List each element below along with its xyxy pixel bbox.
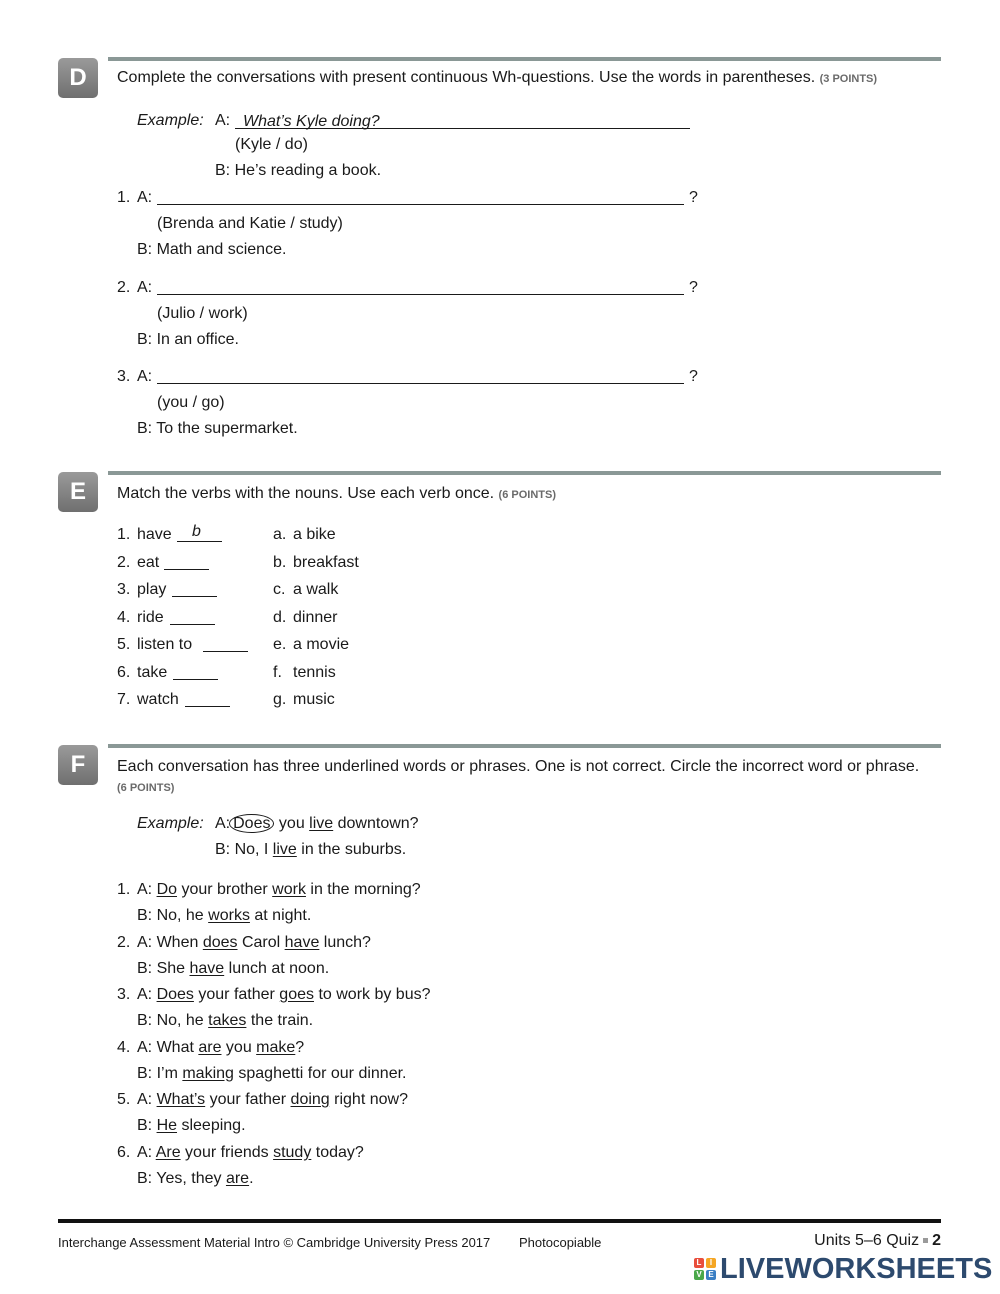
example-a-prefix: A: <box>215 112 231 129</box>
logo-letter: L <box>694 1258 704 1268</box>
verb-number: 7. <box>117 691 131 708</box>
match-blank[interactable] <box>203 651 248 652</box>
verb-text: have <box>137 526 172 543</box>
noun-letter: e. <box>273 636 287 653</box>
item-number: 3. <box>117 368 131 385</box>
points-label: (6 POINTS) <box>117 782 175 794</box>
verb-text: play <box>137 581 167 598</box>
underlined-word[interactable]: have <box>189 959 225 977</box>
text: A: <box>137 1091 157 1108</box>
verb-text: ride <box>137 608 164 626</box>
footer-rule <box>58 1219 941 1223</box>
logo-letter: V <box>694 1270 704 1280</box>
verb-number: 1. <box>117 526 131 543</box>
liveworksheets-logo <box>694 1254 992 1284</box>
text: . <box>249 1169 254 1187</box>
text: right now? <box>329 1091 408 1108</box>
a-prefix: A: <box>137 189 153 206</box>
match-blank[interactable] <box>173 679 218 680</box>
text: in the morning? <box>305 881 421 898</box>
text: the train. <box>246 1012 314 1029</box>
noun-text: a walk <box>293 581 339 598</box>
page-number: 2 <box>932 1232 941 1249</box>
a-line <box>137 1038 304 1058</box>
underlined-word[interactable]: doing <box>290 1091 330 1108</box>
a-line <box>137 1143 364 1163</box>
b-line: B: Math and science. <box>137 241 287 258</box>
text: in the suburbs. <box>296 841 407 858</box>
verb-text: eat <box>137 553 160 571</box>
noun-letter: b. <box>273 553 287 571</box>
text: your friends <box>180 1143 274 1161</box>
logo-letter: I <box>706 1258 716 1268</box>
underlined-word[interactable]: He <box>156 1117 178 1134</box>
section-e-rule <box>108 471 941 475</box>
item-number: 2. <box>117 279 131 296</box>
text: A: <box>137 986 157 1003</box>
text: A: When <box>137 933 203 951</box>
instruction-text: Match the verbs with the nouns. Use each verb once. <box>117 485 495 502</box>
text: B: I’m <box>137 1064 183 1082</box>
item-number: 5. <box>117 1091 131 1108</box>
text: lunch? <box>319 933 371 951</box>
match-blank[interactable] <box>170 624 215 625</box>
verb-number: 5. <box>117 636 131 653</box>
text: A: <box>137 881 157 898</box>
verb-number: 4. <box>117 608 131 626</box>
text: you <box>221 1038 257 1056</box>
verb-number: 6. <box>117 663 131 681</box>
underlined-word[interactable]: are <box>198 1038 222 1056</box>
text: to work by bus? <box>314 986 431 1003</box>
text: sleeping. <box>177 1117 246 1134</box>
circled-word: Does <box>229 814 274 833</box>
text: spaghetti for our dinner. <box>233 1064 407 1082</box>
underlined-word[interactable]: Does <box>156 986 194 1003</box>
example-answer: What’s Kyle doing? <box>243 113 380 130</box>
noun-letter: g. <box>273 691 287 708</box>
answer-blank[interactable] <box>157 294 684 295</box>
item-number: 1. <box>117 189 131 206</box>
item-number: 3. <box>117 986 131 1003</box>
underlined-word[interactable]: What’s <box>156 1091 206 1108</box>
text: you <box>274 815 310 832</box>
section-e-badge: E <box>58 472 98 512</box>
item-number: 1. <box>117 881 131 898</box>
section-f-badge: F <box>58 745 98 785</box>
example-label: Example: <box>137 112 204 129</box>
item-number: 4. <box>117 1038 131 1056</box>
text: Carol <box>237 933 285 951</box>
example-hint: (Kyle / do) <box>235 136 308 153</box>
underlined-word[interactable]: make <box>256 1038 296 1056</box>
b-line <box>137 1064 406 1084</box>
answer-blank[interactable] <box>157 204 684 205</box>
b-line: B: To the supermarket. <box>137 420 298 437</box>
noun-letter: c. <box>273 581 286 598</box>
underlined-word[interactable]: goes <box>279 986 314 1003</box>
logo-text: LIVEWORKSHEETS <box>720 1252 993 1285</box>
underlined-word[interactable]: takes <box>208 1012 247 1029</box>
underlined-word[interactable]: are <box>225 1169 250 1187</box>
item-number: 2. <box>117 933 131 951</box>
text: A: What <box>137 1038 199 1056</box>
section-d-badge: D <box>58 58 98 98</box>
logo-letter: E <box>706 1270 716 1280</box>
noun-text: breakfast <box>293 553 359 571</box>
f-example-label: Example: <box>137 815 204 832</box>
instruction-text: Each conversation has three underlined words or phrases. One is not correct. Circle the incorrect word or phrase. <box>117 758 920 775</box>
underlined-word[interactable]: have <box>284 933 320 951</box>
noun-letter: d. <box>273 608 287 626</box>
hint-text: (Julio / work) <box>157 305 248 322</box>
text: lunch at noon. <box>224 959 330 977</box>
text: ? <box>295 1038 305 1056</box>
hint-text: (Brenda and Katie / study) <box>157 215 343 232</box>
verb-text: listen to <box>137 636 193 653</box>
f-example-b-line <box>215 840 406 860</box>
f-example-a-line <box>215 814 419 834</box>
section-d-rule <box>108 57 941 61</box>
verb-number: 3. <box>117 581 131 598</box>
noun-text: dinner <box>293 608 338 626</box>
underlined-word[interactable]: Are <box>155 1143 181 1161</box>
match-blank[interactable] <box>172 596 217 597</box>
match-blank[interactable] <box>164 569 209 570</box>
answer-blank[interactable] <box>157 383 684 384</box>
underlined-word[interactable]: works <box>208 907 250 924</box>
question-mark: ? <box>689 189 698 206</box>
underlined-word: live <box>309 815 334 832</box>
a-prefix: A: <box>137 368 153 385</box>
footer-quiz <box>814 1232 941 1250</box>
item-number: 6. <box>117 1143 131 1161</box>
underlined-word[interactable]: study <box>273 1143 312 1161</box>
underlined-word[interactable]: making <box>182 1064 234 1082</box>
text: B: No, I <box>215 841 273 858</box>
text: A: <box>137 1143 156 1161</box>
b-line <box>137 1169 254 1189</box>
noun-letter: a. <box>273 526 287 543</box>
footer-copyright: Interchange Assessment Material Intro © Cambridge University Press 2017 <box>58 1235 491 1250</box>
verb-text: take <box>137 663 168 681</box>
noun-text: tennis <box>293 663 336 681</box>
section-e-instruction <box>117 484 947 505</box>
square-icon <box>923 1238 928 1243</box>
a-line <box>137 933 371 953</box>
instruction-text: Complete the conversations with present continuous Wh-questions. Use the words in parentheses. <box>117 69 816 86</box>
underlined-word[interactable]: does <box>202 933 238 951</box>
b-line <box>137 906 311 926</box>
noun-text: a movie <box>293 636 350 653</box>
text: B: No, he <box>137 907 209 924</box>
noun-text: a bike <box>293 526 336 543</box>
text: B: <box>137 1117 157 1134</box>
question-mark: ? <box>689 279 698 296</box>
b-line <box>137 1011 313 1031</box>
noun-letter: f. <box>273 663 282 681</box>
text: today? <box>311 1143 364 1161</box>
text: your brother <box>177 881 273 898</box>
question-mark: ? <box>689 368 698 385</box>
logo-grid-icon <box>694 1258 716 1280</box>
footer-photocopiable: Photocopiable <box>519 1235 602 1250</box>
section-f-rule <box>108 744 941 748</box>
text: B: No, he <box>137 1012 209 1029</box>
example-b-line: B: He’s reading a book. <box>215 162 382 179</box>
text: downtown? <box>333 815 419 832</box>
verb-number: 2. <box>117 553 131 571</box>
b-line: B: In an office. <box>137 331 239 348</box>
underlined-word[interactable]: work <box>272 881 306 898</box>
a-prefix: A: <box>137 279 153 296</box>
points-label: (6 POINTS) <box>498 489 556 501</box>
a-line <box>137 1090 408 1110</box>
points-label: (3 POINTS) <box>819 73 878 85</box>
b-line <box>137 959 329 979</box>
section-f-instruction <box>117 757 947 798</box>
text: your father <box>205 1091 291 1108</box>
underlined-word: live <box>272 841 297 858</box>
underlined-word[interactable]: Do <box>156 881 178 898</box>
b-line <box>137 1116 246 1136</box>
section-d-instruction <box>117 68 947 89</box>
text: your father <box>193 986 280 1003</box>
text: at night. <box>249 907 312 924</box>
a-line <box>137 985 431 1005</box>
f-example-a-prefix: A: <box>215 815 231 832</box>
match-answer: b <box>192 523 201 540</box>
noun-text: music <box>293 691 335 708</box>
quiz-title: Units 5–6 Quiz <box>814 1232 920 1249</box>
match-blank[interactable] <box>185 706 230 707</box>
text: B: Yes, they <box>137 1169 226 1187</box>
text: B: She <box>137 959 190 977</box>
a-line <box>137 880 421 900</box>
verb-text: watch <box>137 691 179 708</box>
hint-text: (you / go) <box>157 394 225 411</box>
